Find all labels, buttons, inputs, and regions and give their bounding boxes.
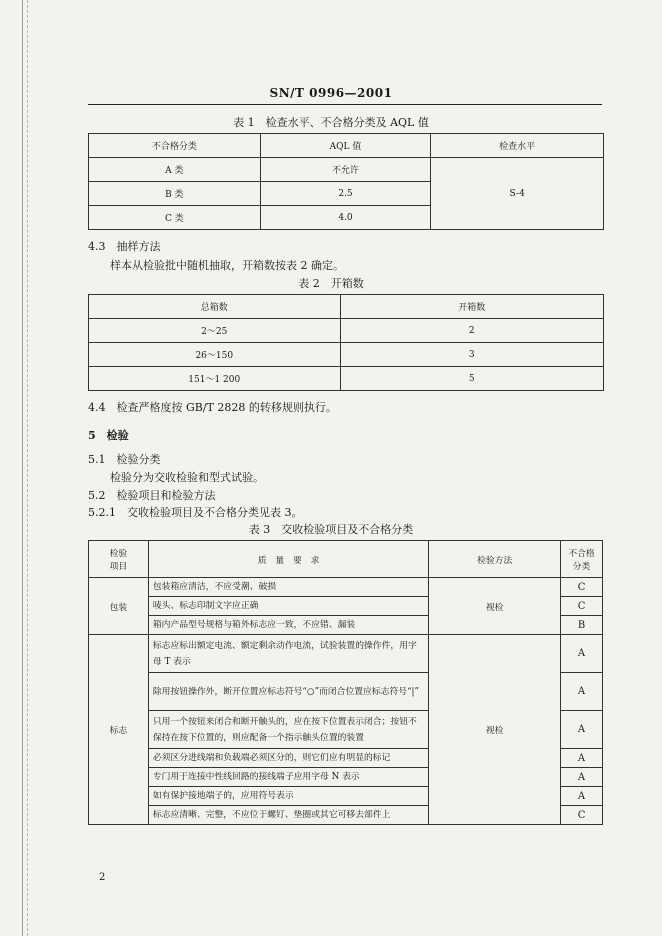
section-4-3-heading: 4.3 抽样方法	[88, 240, 161, 253]
table1-cell-class: C 类	[89, 206, 261, 230]
table2-cell-open: 3	[340, 343, 603, 367]
table3	[88, 540, 603, 825]
table2-cell-total: 26～150	[89, 343, 341, 367]
table3-requirement: 箱内产品型号规格与箱外标志应一致，不应错、漏装	[148, 616, 428, 635]
table3-header-grade: 不合格 分类	[561, 541, 603, 578]
table1	[88, 133, 604, 230]
table2-cell-total: 2～25	[89, 319, 341, 343]
table3-requirement: 只用一个按钮来闭合和断开触头的，应在按下位置表示闭合；按钮不保持在按下位置的，则应配备一个指示触头位置的装置	[148, 711, 428, 749]
table2-caption: 表 2 开箱数	[298, 277, 364, 290]
table2-header-open: 开箱数	[340, 295, 603, 319]
binding-margin-line	[27, 0, 28, 936]
table1-cell-aql: 4.0	[260, 206, 431, 230]
header-rule	[88, 104, 602, 105]
table3-grade: C	[561, 597, 603, 616]
table3-requirement: 标志应清晰、完整，不应位于螺钉、垫圈或其它可移去部件上	[148, 806, 428, 825]
table1-cell-aql: 2.5	[260, 182, 431, 206]
table1-cell-aql: 不允许	[260, 158, 431, 182]
table3-requirement: 如有保护接地端子的，应用符号表示	[148, 787, 428, 806]
table3-requirement: 专门用于连接中性线回路的接线端子应用字母 N 表示	[148, 768, 428, 787]
table1-cell-class: A 类	[89, 158, 261, 182]
table2-header-total: 总箱数	[89, 295, 341, 319]
section-5-heading: 5 检验	[88, 429, 129, 442]
section-5-1-body: 检验分为交收检验和型式试验。	[110, 471, 264, 484]
table3-header-requirement: 质 量 要 求	[148, 541, 428, 578]
section-5-1-heading: 5.1 检验分类	[88, 453, 161, 466]
table2-cell-open: 2	[340, 319, 603, 343]
table3-requirement: 唛头、标志印制文字应正确	[148, 597, 428, 616]
table3-caption: 表 3 交收检验项目及不合格分类	[248, 523, 414, 536]
table3-item-packaging: 包装	[89, 578, 149, 635]
table3-grade: A	[561, 711, 603, 749]
table3-grade: A	[561, 673, 603, 711]
table1-caption: 表 1 检查水平、不合格分类及 AQL 值	[233, 116, 429, 129]
table2-cell-open: 5	[340, 367, 603, 391]
standard-code-header: SN/T 0996—2001	[269, 86, 393, 100]
table3-grade: A	[561, 635, 603, 673]
table2-cell-total: 151～1 200	[89, 367, 341, 391]
table2	[88, 294, 604, 391]
table3-item-marking: 标志	[89, 635, 149, 825]
table3-requirement: 除用按钮操作外，断开位置应标志符号“○”而闭合位置应标志符号“|”	[148, 673, 428, 711]
table1-header-level: 检查水平	[431, 134, 604, 158]
section-5-2-heading: 5.2 检验项目和检验方法	[88, 489, 216, 502]
table3-method: 视检	[429, 578, 561, 635]
table3-grade: A	[561, 768, 603, 787]
binding-line	[22, 0, 23, 936]
section-4-3-body: 样本从检验批中随机抽取，开箱数按表 2 确定。	[110, 259, 344, 272]
table3-requirement: 包装箱应清洁，不应受潮、破损	[148, 578, 428, 597]
table1-cell-inspection-level: S-4	[431, 158, 604, 230]
table1-header-aql: AQL 值	[260, 134, 431, 158]
table3-grade: C	[561, 806, 603, 825]
table3-requirement: 标志应标出额定电流、额定剩余动作电流，试验装置的操作件，用字母 T 表示	[148, 635, 428, 673]
table3-grade: A	[561, 787, 603, 806]
table3-header-method: 检验方法	[429, 541, 561, 578]
table3-grade: C	[561, 578, 603, 597]
table3-grade: A	[561, 749, 603, 768]
section-5-2-1-text: 5.2.1 交收检验项目及不合格分类见表 3。	[88, 506, 303, 519]
table3-method: 视检	[429, 635, 561, 825]
table3-header-item: 检验 项目	[89, 541, 149, 578]
table3-grade: B	[561, 616, 603, 635]
section-4-4-text: 4.4 检查严格度按 GB/T 2828 的转移规则执行。	[88, 401, 337, 414]
table1-cell-class: B 类	[89, 182, 261, 206]
table3-requirement: 必须区分进线端和负载端必须区分的，则它们应有明显的标记	[148, 749, 428, 768]
table1-header-class: 不合格分类	[89, 134, 261, 158]
page-number: 2	[99, 872, 106, 883]
